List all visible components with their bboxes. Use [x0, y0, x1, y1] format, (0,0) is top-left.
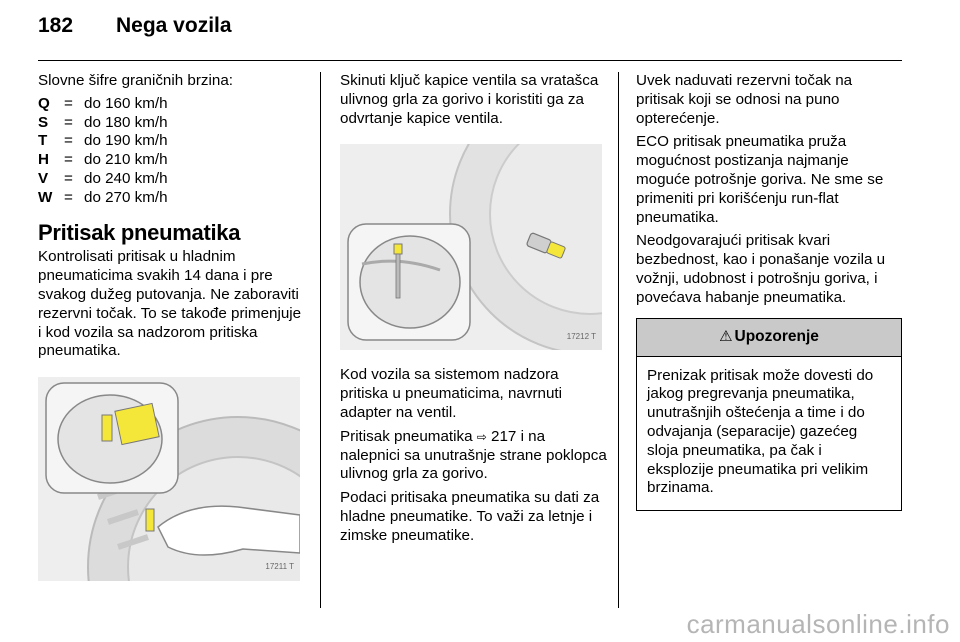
- column-1: [38, 72, 306, 581]
- speed-code-equals: =: [64, 132, 73, 150]
- figure-label: 17211 T: [265, 562, 294, 572]
- figure-label: 17212 T: [566, 331, 596, 341]
- arrow-reference-icon[interactable]: ⇨: [476, 429, 487, 444]
- speed-code-equals: =: [64, 169, 73, 187]
- paragraph: Neodgovarajući pritisak kvari bezbednost, kao i ponašanje vozila u vožnji, udobnost i potrošnju goriva, i povećava habanje pneumatika.: [636, 232, 886, 306]
- paragraph: Skinuti ključ kapice ventila sa vratašca ulivnog grla za gorivo i koristiti ga za odvrtanje kapice ventila.: [340, 72, 599, 127]
- paragraph: Podaci pritisaka pneumatika su dati za hladne pneumatike. To važi za letnje i zimske pneumatike.: [340, 489, 600, 544]
- tire-valve-drawing: [38, 377, 300, 581]
- speed-code-equals: =: [64, 94, 73, 112]
- page-header: [38, 14, 232, 50]
- speed-code-row: [38, 189, 306, 208]
- speed-code-letter: V: [38, 169, 49, 187]
- page-number: 182: [38, 14, 74, 37]
- speed-code-value: do 160 km/h: [84, 94, 168, 112]
- paragraph: Kontrolisati pritisak u hladnim pneumaticima svakih 14 dana i pre svakog dužeg putovanja. Ne zaboraviti rezervni točak. To se takođe primenjuje i kod vozila sa nadzorom pritiska pneumatika.: [38, 248, 302, 360]
- speed-code-row: [38, 132, 306, 151]
- speed-code-letter: W: [38, 188, 53, 206]
- warning-text: Prenizak pritisak može dovesti do jakog pregrevanja pneumatika, unutrašnjih oštećenja a time i do odvajanja (separacije) gazećeg sloja pneumatika, pa čak i eksplozije pneumatika pri velikim brzinama.: [647, 366, 874, 497]
- valve-key-drawing: [340, 144, 602, 350]
- header-rule: [38, 60, 902, 61]
- speed-code-value: do 240 km/h: [84, 169, 168, 187]
- speed-codes-intro: Slovne šifre graničnih brzina:: [38, 72, 234, 89]
- speed-code-list: [38, 95, 306, 208]
- paragraph-text: Pritisak pneumatika: [340, 427, 477, 445]
- speed-code-equals: =: [64, 188, 73, 206]
- watermark: carmanualsonline.info: [686, 609, 950, 639]
- column-divider-2: [618, 72, 619, 608]
- paragraph: Kod vozila sa sistemom nadzora pritiska u pneumaticima, navrnuti adapter na ventil.: [340, 366, 563, 421]
- valve-key-illustration: [340, 144, 602, 350]
- paragraph: Uvek naduvati rezervni točak na pritisak koji se odnosi na puno opterećenje.: [636, 72, 853, 127]
- section-title: Nega vozila: [116, 14, 232, 37]
- warning-title: Upozorenje: [734, 327, 819, 345]
- speed-code-value: do 210 km/h: [84, 151, 168, 169]
- paragraph-text: 217 i na nalepnici sa unutrašnje strane poklopca ulivnog grla za gorivo.: [340, 427, 607, 483]
- speed-code-row: [38, 170, 306, 189]
- speed-code-equals: =: [64, 151, 73, 169]
- column-2: [340, 72, 608, 551]
- speed-code-letter: Q: [38, 94, 50, 112]
- tire-valve-illustration: [38, 377, 300, 581]
- speed-code-letter: T: [38, 132, 48, 150]
- paragraph-with-reference: [340, 428, 608, 484]
- speed-code-row: [38, 114, 306, 133]
- speed-code-value: do 270 km/h: [84, 188, 168, 206]
- warning-triangle-icon: ⚠: [719, 327, 733, 345]
- speed-code-row: [38, 95, 306, 114]
- speed-code-equals: =: [64, 113, 73, 131]
- column-divider-1: [320, 72, 321, 608]
- warning-header: [637, 319, 901, 357]
- speed-code-value: do 190 km/h: [84, 132, 168, 150]
- section-heading: Pritisak pneumatika: [38, 219, 241, 245]
- speed-code-letter: H: [38, 151, 49, 169]
- speed-code-letter: S: [38, 113, 49, 131]
- column-3: [636, 72, 902, 511]
- paragraph: ECO pritisak pneumatika pruža mogućnost postizanja najmanje moguće potrošnje goriva. Ne sme se primeniti pri korišćenju run-flat pneumatika.: [636, 133, 884, 226]
- speed-code-row: [38, 151, 306, 170]
- speed-code-value: do 180 km/h: [84, 113, 168, 131]
- warning-box: [636, 318, 902, 512]
